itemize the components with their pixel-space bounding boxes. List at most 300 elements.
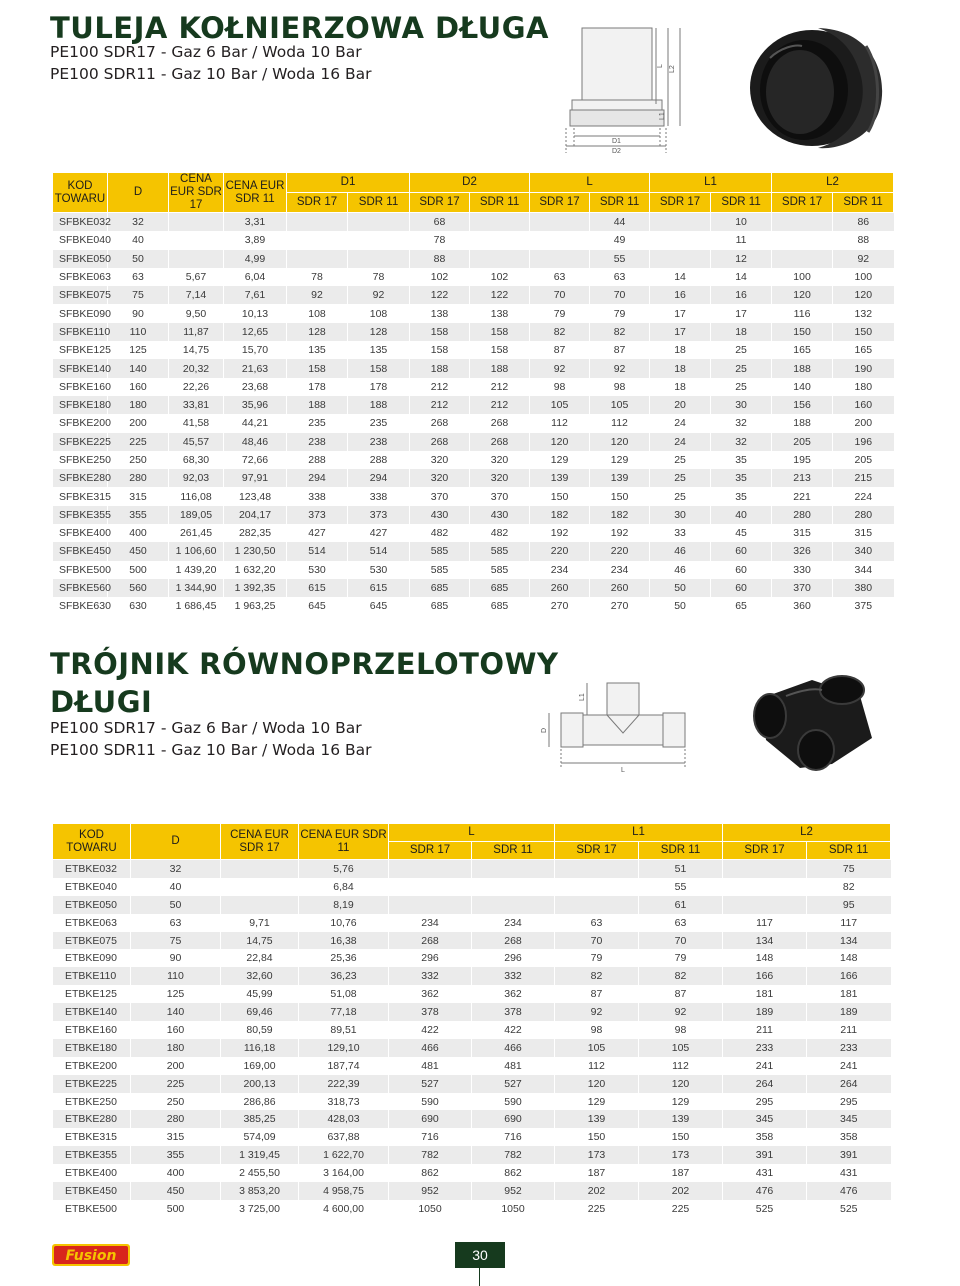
table-row	[53, 524, 894, 542]
table-cell: 46	[650, 561, 711, 579]
table-cell: 140	[108, 359, 169, 377]
table-cell: 30	[711, 396, 772, 414]
table-cell: 514	[348, 542, 410, 560]
header-sdr17: SDR 17	[772, 193, 833, 213]
table-cell: 33,81	[169, 396, 224, 414]
table-cell: 82	[807, 878, 891, 896]
table-cell: 18	[711, 323, 772, 341]
table-cell: 525	[807, 1200, 891, 1218]
product-code-cell: ETBKE125	[53, 985, 131, 1003]
table-cell: 375	[833, 597, 894, 615]
table-cell: 132	[833, 304, 894, 322]
table-cell: 391	[807, 1146, 891, 1164]
table-cell	[287, 231, 348, 249]
table-cell: 61	[639, 896, 723, 914]
table-cell: 45	[711, 524, 772, 542]
table-cell: 158	[470, 341, 530, 359]
table-cell: 370	[410, 487, 470, 505]
table-cell	[723, 878, 807, 896]
table-cell: 1050	[472, 1200, 555, 1218]
table-cell: 527	[472, 1075, 555, 1093]
table-cell: 14	[711, 268, 772, 286]
table-cell: 685	[470, 579, 530, 597]
table-cell: 150	[555, 1128, 639, 1146]
table-cell: 17	[711, 304, 772, 322]
table-cell: 35	[711, 469, 772, 487]
tee-spec-table	[52, 823, 891, 1218]
table-cell: 4 600,00	[299, 1200, 389, 1218]
table-cell: 268	[472, 932, 555, 950]
table-row	[53, 469, 894, 487]
table-cell: 82	[530, 323, 590, 341]
table-cell: 122	[410, 286, 470, 304]
table-cell: 79	[530, 304, 590, 322]
table-cell: 92	[590, 359, 650, 377]
table-cell: 139	[590, 469, 650, 487]
table-cell: 150	[772, 323, 833, 341]
product-code-cell: ETBKE063	[53, 914, 131, 932]
table-cell	[348, 231, 410, 249]
header-sdr17: SDR 17	[287, 193, 348, 213]
header-kod-towaru: KOD TOWARU	[53, 173, 108, 213]
table-cell: 195	[772, 451, 833, 469]
table-cell: 92	[287, 286, 348, 304]
table-cell: 55	[639, 878, 723, 896]
table-row	[53, 414, 894, 432]
drawing-label-l2: L2	[669, 65, 676, 73]
table-cell: 338	[287, 487, 348, 505]
table-cell: 36,23	[299, 967, 389, 985]
table-cell: 120	[530, 433, 590, 451]
table-cell: 213	[772, 469, 833, 487]
table-cell: 280	[131, 1110, 221, 1128]
table-cell	[470, 231, 530, 249]
header-sdr17: SDR 17	[650, 193, 711, 213]
table-cell: 222,39	[299, 1075, 389, 1093]
table-cell: 78	[287, 268, 348, 286]
table-cell	[555, 878, 639, 896]
header-cena-sdr11: CENA EUR SDR 11	[224, 173, 287, 213]
table-cell: 50	[131, 896, 221, 914]
header-kod-towaru: KOD TOWARU	[53, 824, 131, 860]
table-cell: 45,99	[221, 985, 299, 1003]
table-cell: 60	[711, 579, 772, 597]
table-cell: 87	[530, 341, 590, 359]
product-code-cell: SFBKE180	[53, 396, 108, 414]
table-cell: 234	[472, 914, 555, 932]
table-cell: 338	[348, 487, 410, 505]
table-cell: 205	[833, 451, 894, 469]
header-group-l: L	[389, 824, 555, 842]
table-row	[53, 487, 894, 505]
table-row	[53, 597, 894, 615]
table-cell: 862	[389, 1164, 472, 1182]
header-cena-sdr17: CENA EUR SDR 17	[221, 824, 299, 860]
table-cell: 63	[131, 914, 221, 932]
table-cell	[530, 250, 590, 268]
product-code-cell: SFBKE090	[53, 304, 108, 322]
table-cell: 716	[389, 1128, 472, 1146]
table-cell: 25	[650, 469, 711, 487]
table-cell: 129	[555, 1093, 639, 1111]
section2-subtitle-sdr17: PE100 SDR17 - Gaz 6 Bar / Woda 10 Bar	[50, 719, 362, 737]
table-cell: 220	[590, 542, 650, 560]
product-code-cell: SFBKE280	[53, 469, 108, 487]
table-cell: 189	[807, 1003, 891, 1021]
table-cell: 1 344,90	[169, 579, 224, 597]
table-cell: 200	[108, 414, 169, 432]
table-cell: 63	[555, 914, 639, 932]
table-cell: 225	[639, 1200, 723, 1218]
table-cell: 430	[470, 506, 530, 524]
table-cell	[772, 231, 833, 249]
table-cell: 98	[639, 1021, 723, 1039]
table-cell: 134	[807, 932, 891, 950]
section2-title-line1: TRÓJNIK RÓWNOPRZELOTOWY	[50, 647, 559, 681]
header-group-l2: L2	[772, 173, 894, 193]
table-cell: 92,03	[169, 469, 224, 487]
table-cell: 10,76	[299, 914, 389, 932]
table-cell: 92	[530, 359, 590, 377]
table-cell: 225	[131, 1075, 221, 1093]
table-cell: 1 230,50	[224, 542, 287, 560]
table-cell	[221, 878, 299, 896]
table-cell: 320	[410, 451, 470, 469]
table-cell: 120	[555, 1075, 639, 1093]
sleeve-table-body	[53, 213, 894, 616]
table-cell: 590	[472, 1093, 555, 1111]
table-cell: 92	[348, 286, 410, 304]
table-cell: 530	[287, 561, 348, 579]
table-cell: 50	[650, 597, 711, 615]
table-cell: 400	[108, 524, 169, 542]
drawing-label-d: D	[541, 727, 548, 733]
table-cell: 32	[711, 414, 772, 432]
header-sdr11: SDR 11	[833, 193, 894, 213]
product-code-cell: SFBKE063	[53, 268, 108, 286]
table-cell: 178	[287, 378, 348, 396]
table-cell: 82	[639, 967, 723, 985]
table-cell: 160	[833, 396, 894, 414]
table-cell: 139	[639, 1110, 723, 1128]
product-code-cell: SFBKE355	[53, 506, 108, 524]
table-cell: 320	[410, 469, 470, 487]
table-cell: 288	[287, 451, 348, 469]
table-cell: 75	[108, 286, 169, 304]
table-row	[53, 304, 894, 322]
table-cell: 112	[639, 1057, 723, 1075]
table-cell: 200	[833, 414, 894, 432]
table-cell: 134	[723, 932, 807, 950]
table-cell: 25	[650, 487, 711, 505]
table-cell: 238	[348, 433, 410, 451]
table-cell: 18	[650, 378, 711, 396]
table-cell: 44	[590, 213, 650, 232]
table-cell: 63	[108, 268, 169, 286]
flange-sleeve-product-image	[740, 18, 890, 158]
table-cell: 400	[131, 1164, 221, 1182]
table-cell: 95	[807, 896, 891, 914]
table-cell: 188	[348, 396, 410, 414]
table-cell: 525	[723, 1200, 807, 1218]
table-cell: 235	[348, 414, 410, 432]
table-cell: 585	[410, 542, 470, 560]
table-cell: 574,09	[221, 1128, 299, 1146]
header-sdr11: SDR 11	[711, 193, 772, 213]
table-cell: 476	[723, 1182, 807, 1200]
table-row	[53, 1146, 891, 1164]
table-cell: 215	[833, 469, 894, 487]
table-cell: 128	[348, 323, 410, 341]
table-cell: 165	[772, 341, 833, 359]
table-cell: 615	[287, 579, 348, 597]
table-cell	[221, 896, 299, 914]
table-cell: 150	[833, 323, 894, 341]
table-cell	[555, 896, 639, 914]
table-cell	[470, 213, 530, 232]
table-cell: 378	[472, 1003, 555, 1021]
table-cell: 9,71	[221, 914, 299, 932]
table-cell: 373	[348, 506, 410, 524]
table-cell: 125	[131, 985, 221, 1003]
table-row	[53, 949, 891, 967]
table-cell: 138	[470, 304, 530, 322]
header-group-d2: D2	[410, 173, 530, 193]
product-code-cell: SFBKE160	[53, 378, 108, 396]
table-cell: 112	[555, 1057, 639, 1075]
table-cell: 97,91	[224, 469, 287, 487]
table-cell: 158	[470, 323, 530, 341]
table-cell: 20,32	[169, 359, 224, 377]
table-cell: 1 632,20	[224, 561, 287, 579]
table-cell: 46	[650, 542, 711, 560]
table-cell: 355	[131, 1146, 221, 1164]
table-cell: 181	[807, 985, 891, 1003]
table-cell: 18	[650, 359, 711, 377]
table-cell: 450	[108, 542, 169, 560]
table-cell: 50	[650, 579, 711, 597]
table-cell: 82	[555, 967, 639, 985]
table-cell: 296	[472, 949, 555, 967]
table-cell: 86	[833, 213, 894, 232]
table-cell: 268	[410, 414, 470, 432]
table-cell: 716	[472, 1128, 555, 1146]
table-cell: 7,61	[224, 286, 287, 304]
product-code-cell: SFBKE040	[53, 231, 108, 249]
product-code-cell: ETBKE160	[53, 1021, 131, 1039]
table-cell: 481	[389, 1057, 472, 1075]
table-cell: 140	[772, 378, 833, 396]
table-cell: 1 686,45	[169, 597, 224, 615]
table-cell: 112	[530, 414, 590, 432]
table-cell: 280	[833, 506, 894, 524]
table-cell	[169, 250, 224, 268]
table-cell: 1 439,20	[169, 561, 224, 579]
table-cell: 5,76	[299, 860, 389, 878]
table-cell: 585	[410, 561, 470, 579]
product-code-cell: ETBKE315	[53, 1128, 131, 1146]
table-cell	[723, 860, 807, 878]
table-cell: 87	[639, 985, 723, 1003]
table-cell: 685	[410, 597, 470, 615]
table-cell: 280	[108, 469, 169, 487]
table-cell: 72,66	[224, 451, 287, 469]
table-cell: 224	[833, 487, 894, 505]
product-code-cell: SFBKE125	[53, 341, 108, 359]
table-cell	[772, 250, 833, 268]
table-cell: 92	[639, 1003, 723, 1021]
header-sdr17: SDR 17	[723, 842, 807, 860]
table-cell: 187	[555, 1164, 639, 1182]
table-cell: 685	[410, 579, 470, 597]
header-sdr11: SDR 11	[807, 842, 891, 860]
table-cell: 294	[287, 469, 348, 487]
table-row	[53, 1057, 891, 1075]
product-code-cell: ETBKE280	[53, 1110, 131, 1128]
header-sdr17: SDR 17	[530, 193, 590, 213]
table-cell: 637,88	[299, 1128, 389, 1146]
table-cell: 158	[410, 323, 470, 341]
table-cell	[555, 860, 639, 878]
table-cell: 98	[530, 378, 590, 396]
table-cell: 25	[711, 359, 772, 377]
table-cell: 270	[530, 597, 590, 615]
table-cell: 112	[590, 414, 650, 432]
equal-tee-product-image	[742, 668, 882, 778]
table-cell: 500	[108, 561, 169, 579]
product-code-cell: ETBKE450	[53, 1182, 131, 1200]
table-cell: 500	[131, 1200, 221, 1218]
table-cell: 690	[472, 1110, 555, 1128]
table-cell: 33	[650, 524, 711, 542]
table-cell: 188	[772, 414, 833, 432]
table-cell	[470, 250, 530, 268]
table-cell: 211	[807, 1021, 891, 1039]
product-code-cell: ETBKE040	[53, 878, 131, 896]
table-cell: 120	[590, 433, 650, 451]
fusion-logo	[52, 1244, 130, 1266]
table-row	[53, 967, 891, 985]
table-cell: 260	[530, 579, 590, 597]
table-cell: 135	[348, 341, 410, 359]
table-cell: 288	[348, 451, 410, 469]
page-number: 30	[455, 1242, 505, 1268]
table-cell: 430	[410, 506, 470, 524]
table-cell: 391	[723, 1146, 807, 1164]
table-cell	[389, 860, 472, 878]
table-cell: 70	[555, 932, 639, 950]
header-group-l2: L2	[723, 824, 891, 842]
table-cell: 422	[389, 1021, 472, 1039]
table-cell: 211	[723, 1021, 807, 1039]
table-row	[53, 250, 894, 268]
table-cell: 40	[711, 506, 772, 524]
table-cell: 482	[410, 524, 470, 542]
table-cell: 79	[590, 304, 650, 322]
table-cell: 87	[590, 341, 650, 359]
table-cell: 196	[833, 433, 894, 451]
table-cell: 17	[650, 304, 711, 322]
table-cell: 264	[723, 1075, 807, 1093]
table-cell: 690	[389, 1110, 472, 1128]
table-cell: 88	[410, 250, 470, 268]
table-cell: 24	[650, 414, 711, 432]
table-cell: 148	[723, 949, 807, 967]
table-cell: 158	[348, 359, 410, 377]
table-cell: 129	[590, 451, 650, 469]
table-cell: 225	[108, 433, 169, 451]
table-row	[53, 231, 894, 249]
table-cell: 44,21	[224, 414, 287, 432]
table-cell: 326	[772, 542, 833, 560]
table-cell	[650, 250, 711, 268]
section2-subtitle-sdr11: PE100 SDR11 - Gaz 10 Bar / Woda 16 Bar	[50, 741, 372, 759]
drawing-label-l: L	[657, 64, 664, 68]
table-cell: 7,14	[169, 286, 224, 304]
table-cell: 17	[650, 323, 711, 341]
table-cell: 68,30	[169, 451, 224, 469]
table-cell: 70	[590, 286, 650, 304]
table-row	[53, 1164, 891, 1182]
table-cell: 60	[711, 561, 772, 579]
table-row	[53, 1003, 891, 1021]
table-cell: 165	[833, 341, 894, 359]
table-cell: 3 164,00	[299, 1164, 389, 1182]
table-cell: 212	[410, 378, 470, 396]
table-cell: 18	[650, 341, 711, 359]
table-cell: 2 455,50	[221, 1164, 299, 1182]
table-cell	[389, 878, 472, 896]
table-cell: 108	[287, 304, 348, 322]
table-cell: 466	[389, 1039, 472, 1057]
table-cell: 241	[723, 1057, 807, 1075]
table-cell: 9,50	[169, 304, 224, 322]
table-cell: 427	[287, 524, 348, 542]
table-cell: 108	[348, 304, 410, 322]
table-cell: 156	[772, 396, 833, 414]
table-cell: 466	[472, 1039, 555, 1057]
table-cell: 282,35	[224, 524, 287, 542]
table-cell: 360	[772, 597, 833, 615]
drawing-label-l1: L1	[579, 693, 586, 701]
table-cell: 527	[389, 1075, 472, 1093]
table-cell: 355	[108, 506, 169, 524]
product-code-cell: ETBKE355	[53, 1146, 131, 1164]
table-cell	[221, 860, 299, 878]
table-cell: 117	[807, 914, 891, 932]
table-cell: 362	[472, 985, 555, 1003]
product-code-cell: SFBKE500	[53, 561, 108, 579]
table-cell: 280	[772, 506, 833, 524]
product-code-cell: ETBKE200	[53, 1057, 131, 1075]
section1-title: TULEJA KOŁNIERZOWA DŁUGA	[50, 11, 549, 45]
table-cell: 782	[389, 1146, 472, 1164]
table-cell: 150	[639, 1128, 723, 1146]
table-row	[53, 914, 891, 932]
table-row	[53, 932, 891, 950]
product-code-cell: SFBKE560	[53, 579, 108, 597]
table-cell	[287, 250, 348, 268]
equal-tee-technical-drawing	[535, 675, 695, 775]
table-cell: 181	[723, 985, 807, 1003]
table-cell: 189,05	[169, 506, 224, 524]
table-cell: 233	[723, 1039, 807, 1057]
table-cell: 345	[723, 1110, 807, 1128]
table-cell: 345	[807, 1110, 891, 1128]
product-code-cell: SFBKE630	[53, 597, 108, 615]
table-cell: 427	[348, 524, 410, 542]
table-cell: 615	[348, 579, 410, 597]
